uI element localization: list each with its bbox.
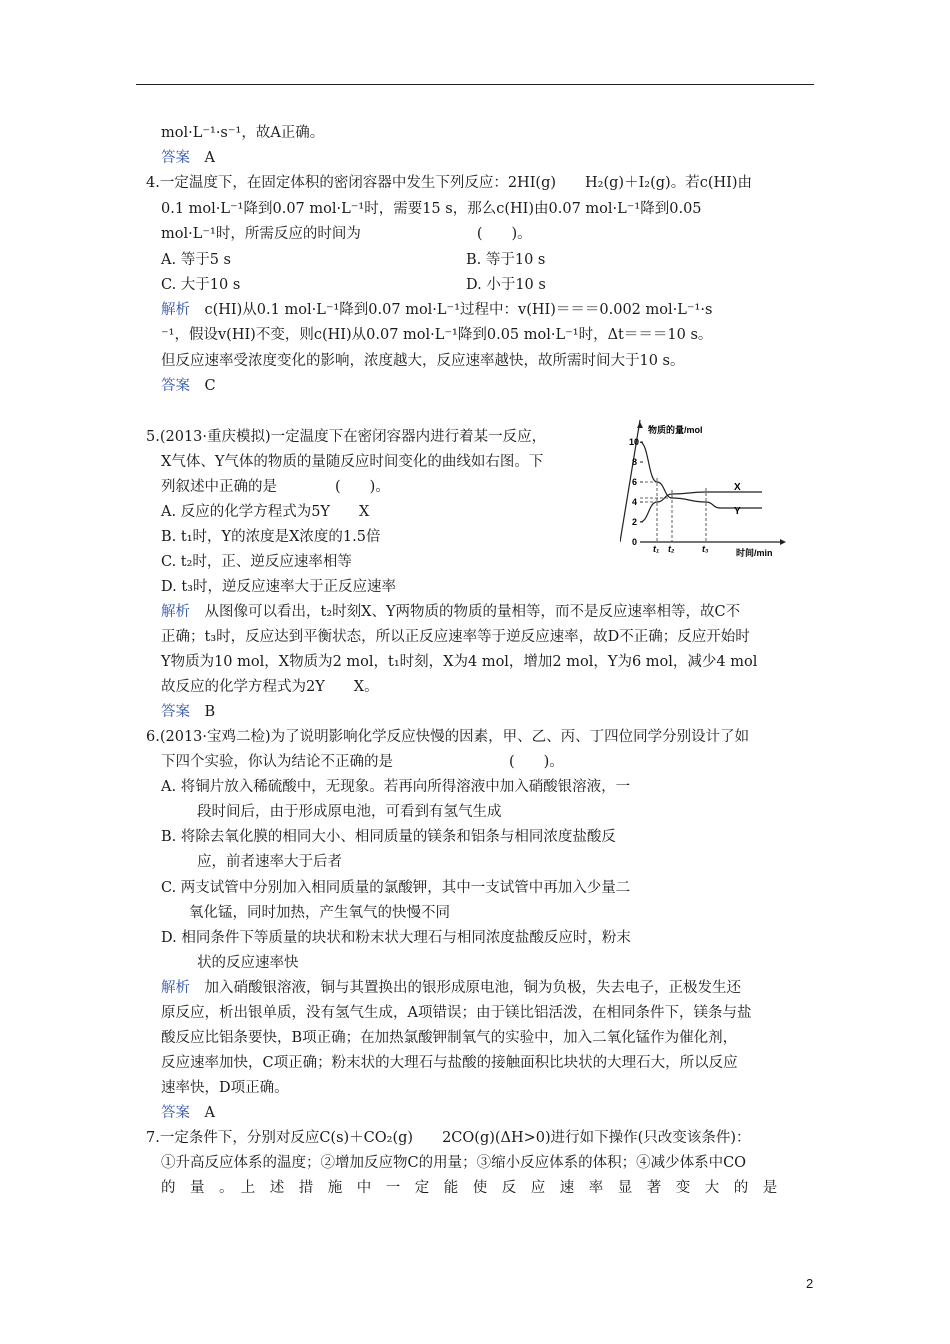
q5-analysis-line: 故反应的化学方程式为2Y X。 bbox=[161, 679, 379, 695]
y-tick-label: 6 bbox=[632, 477, 638, 487]
q4-analysis-line bbox=[161, 301, 712, 319]
x-tick-label: t₂ bbox=[668, 544, 675, 554]
q6-option-b: B. 将除去氧化膜的相同大小、相同质量的镁条和铝条与相同浓度盐酸反 bbox=[161, 829, 616, 845]
q6-option-c-cont: 氧化锰，同时加热，产生氧气的快慢不同 bbox=[189, 905, 450, 921]
x-axis-arrow bbox=[780, 539, 786, 545]
series-label-y: Y bbox=[734, 506, 741, 517]
answer-line bbox=[161, 149, 215, 167]
analysis-label: 解析 bbox=[161, 604, 190, 620]
series-label-x: X bbox=[734, 482, 741, 493]
q4-option-a: A. 等于5 s bbox=[161, 252, 231, 268]
q6-option-a-cont: 段时间后，由于形成原电池，可看到有氢气生成 bbox=[197, 804, 502, 820]
q6-stem-line: 6.(2013·宝鸡二检)为了说明影响化学反应快慢的因素，甲、乙、丙、丁四位同学分别设计了如 bbox=[146, 729, 750, 745]
q6-option-d: D. 相同条件下等质量的块状和粉末状大理石与相同浓度盐酸反应时，粉末 bbox=[161, 930, 631, 946]
q4-stem-line: 0.1 mol·L⁻¹降到0.07 mol·L⁻¹时，需要15 s，那么c(HI)由0.07 mol·L⁻¹降到0.05 bbox=[161, 201, 702, 217]
q6-analysis-line bbox=[161, 979, 741, 997]
q6-analysis-line: 酸反应比铝条要快，B项正确；在加热氯酸钾制氧气的实验中，加入二氧化锰作为催化剂， bbox=[161, 1030, 738, 1046]
answer-value: B bbox=[204, 704, 216, 720]
y-axis-title: 物质的量/mol bbox=[648, 425, 703, 435]
q4-analysis-line: 但反应速率受浓度变化的影响，浓度越大，反应速率越快，故所需时间大于10 s。 bbox=[161, 353, 685, 369]
q4-option-b: B. 等于10 s bbox=[466, 252, 546, 268]
answer-line bbox=[161, 703, 215, 721]
page-number: 2 bbox=[806, 1276, 814, 1291]
q6-stem-line: 下四个实验，你认为结论不正确的是 ( )。 bbox=[161, 754, 564, 770]
answer-label: 答案 bbox=[161, 1105, 190, 1121]
q4-stem-line: 4.一定温度下，在固定体积的密闭容器中发生下列反应：2HI(g) H₂(g)＋I₂(g)。若c(HI)由 bbox=[146, 175, 753, 191]
q7-stem-line: 的 量 。 上 述 措 施 中 一 定 能 使 反 应 速 率 显 著 变 大 的 是 bbox=[161, 1180, 778, 1196]
series-curve-x bbox=[640, 492, 762, 522]
q5-stem-line: 列叙述中正确的是 ( )。 bbox=[161, 479, 390, 495]
q4-analysis-line: ⁻¹，假设v(HI)不变，则c(HI)从0.07 mol·L⁻¹降到0.05 mol·L⁻¹时，Δt＝＝＝10 s。 bbox=[161, 327, 713, 343]
analysis-text: c(HI)从0.1 mol·L⁻¹降到0.07 mol·L⁻¹过程中：v(HI)＝＝＝0.002 mol·L⁻¹·s bbox=[204, 302, 713, 318]
y-tick-label: 8 bbox=[632, 457, 638, 467]
q5-option-b: B. t₁时，Y的浓度是X浓度的1.5倍 bbox=[161, 529, 381, 545]
text-line: mol·L⁻¹·s⁻¹，故A正确。 bbox=[161, 125, 325, 141]
q6-option-c: C. 两支试管中分别加入相同质量的氯酸钾，其中一支试管中再加入少量二 bbox=[161, 880, 631, 896]
y-tick-label: 0 bbox=[632, 537, 638, 547]
q5-analysis-line bbox=[161, 603, 740, 621]
q6-analysis-line: 速率快，D项正确。 bbox=[161, 1080, 289, 1096]
q5-option-c: C. t₂时，正、逆反应速率相等 bbox=[161, 554, 352, 570]
y-axis-arrow bbox=[637, 422, 643, 428]
analysis-text: 从图像可以看出，t₂时刻X、Y两物质的物质的量相等，而不是反应速率相等，故C不 bbox=[204, 604, 741, 620]
q5-stem-line: 5.(2013·重庆模拟)一定温度下在密闭容器内进行着某一反应， bbox=[146, 429, 547, 445]
y-tick-label: 2 bbox=[632, 517, 638, 527]
analysis-label: 解析 bbox=[161, 980, 190, 996]
y-tick-label: 10 bbox=[629, 437, 640, 447]
q5-option-d: D. t₃时，逆反应速率大于正反应速率 bbox=[161, 579, 396, 595]
analysis-text: 加入硝酸银溶液，铜与其置换出的银形成原电池，铜为负极，失去电子，正极发生还 bbox=[204, 980, 741, 996]
q7-stem-line: ①升高反应体系的温度；②增加反应物C的用量；③缩小反应体系的体积；④减少体系中CO bbox=[161, 1155, 747, 1171]
analysis-label: 解析 bbox=[161, 302, 190, 318]
answer-label: 答案 bbox=[161, 150, 190, 166]
x-tick-label: t₃ bbox=[702, 544, 709, 554]
x-tick-label: t₁ bbox=[653, 544, 660, 554]
answer-label: 答案 bbox=[161, 704, 190, 720]
q5-analysis-line: 正确；t₃时，反应达到平衡状态，所以正反应速率等于逆反应速率，故D不正确；反应开始时 bbox=[161, 629, 750, 645]
answer-line bbox=[161, 1104, 215, 1122]
answer-label: 答案 bbox=[161, 378, 190, 394]
q5-option-a: A. 反应的化学方程式为5Y X bbox=[161, 504, 370, 520]
series-curve-y bbox=[640, 442, 762, 508]
amount-time-chart bbox=[620, 420, 818, 560]
q6-analysis-line: 原反应，析出银单质，没有氢气生成，A项错误；由于镁比铝活泼，在相同条件下，镁条与盐 bbox=[161, 1005, 752, 1021]
q7-stem-line: 7.一定条件下，分别对反应C(s)＋CO₂(g) 2CO(g)(ΔH>0)进行如下操作(只改变该条件)： bbox=[146, 1130, 751, 1146]
answer-value: A bbox=[204, 1105, 215, 1121]
q5-stem-line: X气体、Y气体的物质的量随反应时间变化的曲线如右图。下 bbox=[161, 454, 544, 470]
q4-option-c: C. 大于10 s bbox=[161, 277, 241, 293]
q4-stem-line: mol·L⁻¹时，所需反应的时间为 ( )。 bbox=[161, 226, 532, 242]
answer-value: C bbox=[204, 378, 216, 394]
q6-analysis-line: 反应速率加快，C项正确；粉末状的大理石与盐酸的接触面积比块状的大理石大，所以反应 bbox=[161, 1055, 738, 1071]
header-rule bbox=[136, 84, 814, 85]
q4-option-d: D. 小于10 s bbox=[466, 277, 546, 293]
answer-value: A bbox=[204, 150, 215, 166]
x-axis-title: 时间/min bbox=[736, 548, 773, 558]
y-tick-label: 4 bbox=[632, 497, 638, 507]
q5-analysis-line: Y物质为10 mol，X物质为2 mol，t₁时刻，X为4 mol，增加2 mol，Y为6 mol，减少4 mol bbox=[161, 654, 758, 670]
q6-option-b-cont: 应，前者速率大于后者 bbox=[197, 854, 342, 870]
answer-line bbox=[161, 377, 216, 395]
q6-option-d-cont: 状的反应速率快 bbox=[197, 955, 299, 971]
q6-option-a: A. 将铜片放入稀硫酸中，无现象。若再向所得溶液中加入硝酸银溶液，一 bbox=[161, 779, 631, 795]
